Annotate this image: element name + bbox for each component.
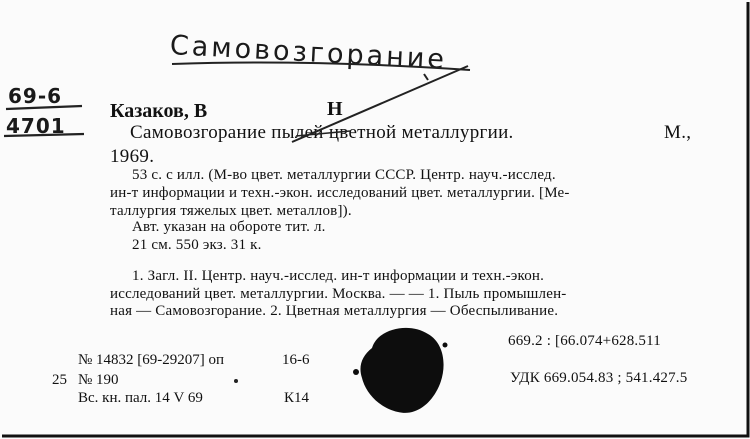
publication-year: 1969. bbox=[110, 146, 155, 167]
handwritten-subject: Самовозгорание bbox=[169, 30, 448, 76]
udc: УДК 669.054.83 ; 541.427.5 bbox=[510, 370, 688, 386]
footer-line3: Вс. кн. пал. 14 V 69 bbox=[78, 390, 203, 406]
tracing-line: ная — Самовозгорание. 2. Цветная металлургия — Обеспыливание. bbox=[110, 303, 559, 319]
ink-speck bbox=[443, 343, 448, 348]
ink-speck bbox=[234, 379, 238, 383]
footer-line3-code: К14 bbox=[284, 390, 310, 406]
publication-place: М., bbox=[664, 122, 692, 143]
extent: 21 см. 550 экз. 31 к. bbox=[132, 237, 262, 253]
footer-line1-code: 16-6 bbox=[282, 352, 310, 368]
footer-line1: № 14832 [69-29207] оп bbox=[78, 352, 225, 368]
ink-speck bbox=[353, 369, 359, 375]
classification: 669.2 : [66.074+628.511 bbox=[508, 333, 661, 349]
tracing-line: 1. Загл. II. Центр. науч.-исслед. ин-т информации и техн.-экон. bbox=[132, 268, 545, 284]
description-line: 53 с. с илл. (М-во цвет. металлургии СССР. Центр. науч.-исслед. bbox=[132, 167, 556, 183]
pen-tick bbox=[424, 74, 428, 80]
description-line: ин-т информации и техн.-экон. исследований цвет. металлургии. [Ме- bbox=[110, 185, 570, 201]
ink-blot bbox=[360, 328, 443, 413]
description-line: таллургия тяжелых цвет. металлов]). bbox=[110, 203, 352, 219]
title-line: Самовозгорание пылей цветной металлургии. bbox=[130, 122, 514, 143]
author: Казаков, В bbox=[110, 100, 208, 122]
call-number-bottom: 4701 bbox=[6, 114, 66, 138]
call-number-top: 69-6 bbox=[8, 84, 63, 108]
footer-line2: № 190 bbox=[78, 372, 119, 388]
footer-line2-prefix: 25 bbox=[52, 372, 67, 388]
inserted-letter: Н bbox=[327, 98, 343, 120]
tracing-line: исследований цвет. металлургии. Москва. — — 1. Пыль промышлен- bbox=[110, 286, 567, 302]
author-note: Авт. указан на обороте тит. л. bbox=[132, 219, 326, 235]
